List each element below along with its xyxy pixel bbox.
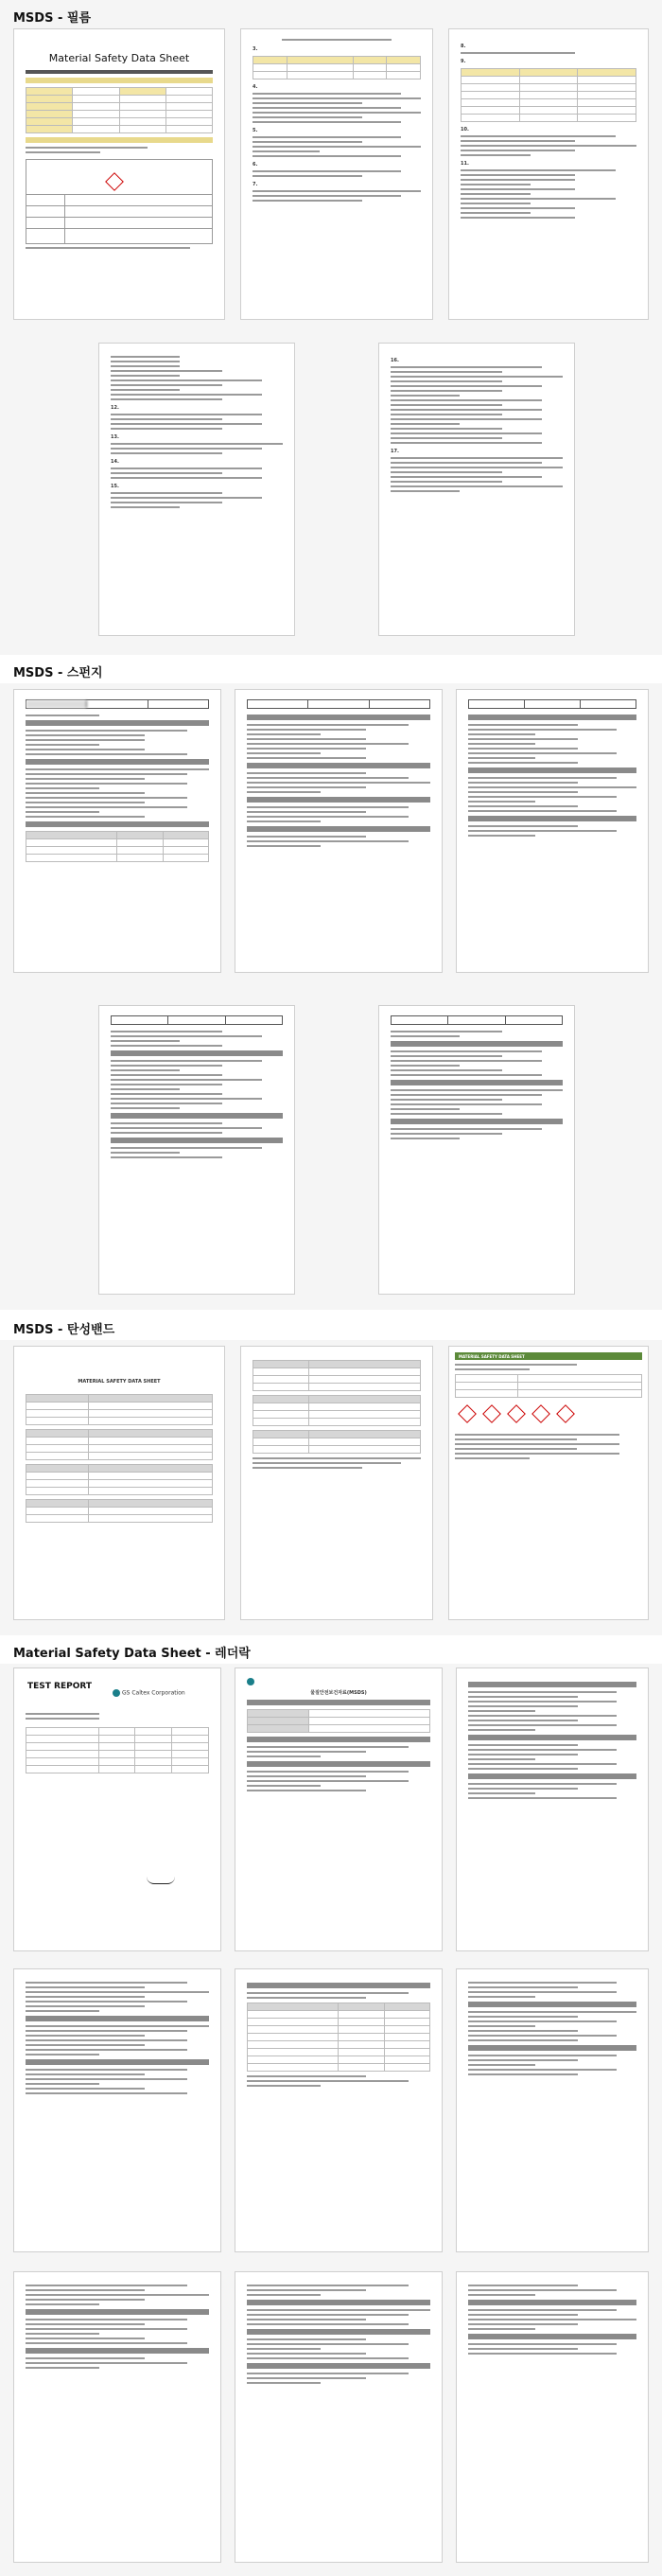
leather-page-7[interactable] (13, 2271, 221, 2563)
sponge-page-2[interactable] (235, 689, 443, 973)
test-report-title: TEST REPORT (27, 1682, 93, 1691)
sponge-page-3[interactable] (456, 689, 649, 973)
section-title-sponge: MSDS - 스펀지 (13, 666, 103, 680)
film-page-4[interactable]: 12. 13. 14. 15. (98, 343, 295, 636)
film-page-1[interactable] (13, 28, 225, 320)
section-title-film: MSDS - 필름 (13, 11, 92, 26)
leather-page-2[interactable] (235, 1667, 443, 1951)
band-page-2[interactable] (240, 1346, 433, 1620)
leather-page-6[interactable] (456, 1968, 649, 2252)
gs-mark-small (247, 1678, 430, 1685)
band-cover-header: MATERIAL SAFETY DATA SHEET (455, 1352, 642, 1360)
leather-page-5[interactable] (235, 1968, 443, 2252)
leather-page-4[interactable] (13, 1968, 221, 2252)
band-page-1[interactable] (13, 1346, 225, 1620)
gs-logo: GS Caltex Corporation (113, 1689, 185, 1697)
signature (147, 1877, 175, 1884)
ghs-flame-icon (105, 172, 124, 191)
sponge-page-1[interactable] (13, 689, 221, 973)
gs-logo-icon (113, 1689, 120, 1697)
sponge-page-5[interactable] (378, 1005, 575, 1295)
leather-page-8[interactable] (235, 2271, 443, 2563)
section-title-leather: Material Safety Data Sheet - 레더락 (13, 1647, 251, 1661)
sponge-page-4[interactable] (98, 1005, 295, 1295)
band-page-3[interactable] (448, 1346, 649, 1620)
film-page-3[interactable]: 8. 9. 10. 11. (448, 28, 649, 320)
leather-kr-title: 물질안전보건자료(MSDS) (310, 1690, 367, 1696)
film-page-5[interactable]: 16. 17. (378, 343, 575, 636)
film-page-2[interactable]: 3. 4. 5. 6. 7. (240, 28, 433, 320)
leather-page-9[interactable] (456, 2271, 649, 2563)
film-doc-title: Material Safety Data Sheet (48, 52, 190, 64)
section-title-band: MSDS - 탄성밴드 (13, 1323, 115, 1337)
leather-page-3[interactable] (456, 1667, 649, 1951)
band-doc-title: MATERIAL SAFETY DATA SHEET (78, 1379, 161, 1385)
leather-page-1[interactable] (13, 1667, 221, 1951)
